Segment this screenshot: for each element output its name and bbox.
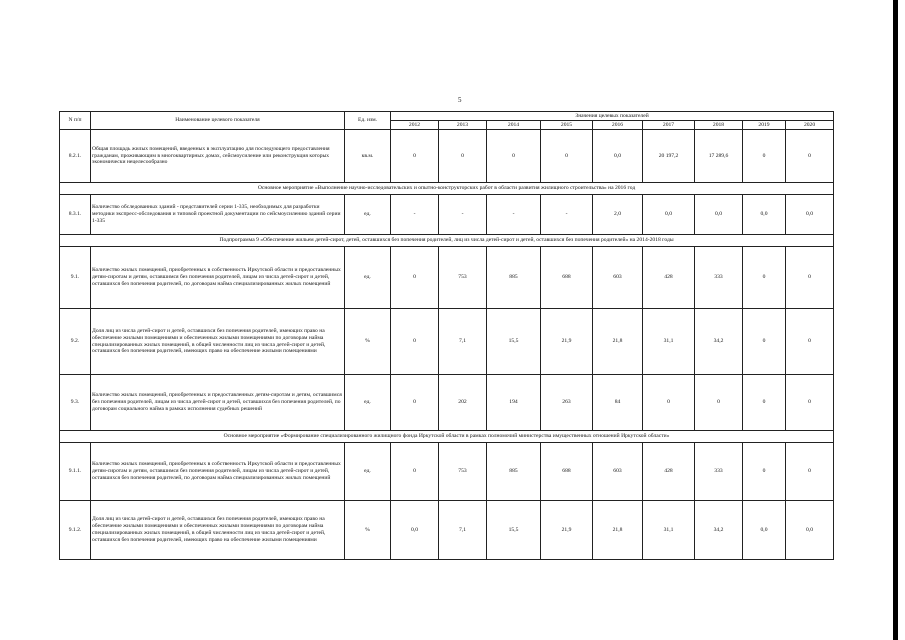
- table-row: [60, 443, 834, 501]
- value-cell: 263: [541, 375, 593, 431]
- header-year: 2017: [643, 121, 695, 130]
- value-cell: 0: [391, 309, 439, 375]
- table-row: [60, 195, 834, 235]
- page-number: 5: [458, 96, 462, 104]
- row-number: 9.1.1.: [60, 443, 91, 501]
- value-cell: 21,8: [593, 309, 643, 375]
- value-cell: 0,0: [695, 195, 743, 235]
- value-cell: 0: [743, 130, 786, 183]
- unit-cell: ед.: [345, 247, 391, 309]
- header-year: 2018: [695, 121, 743, 130]
- value-cell: 428: [643, 443, 695, 501]
- value-cell: 753: [439, 247, 487, 309]
- table-row: [60, 375, 834, 431]
- value-cell: 0,0: [743, 195, 786, 235]
- value-cell: 0: [695, 375, 743, 431]
- unit-cell: кв.м.: [345, 130, 391, 183]
- value-cell: 0: [541, 130, 593, 183]
- value-cell: 0,0: [643, 195, 695, 235]
- value-cell: 688: [541, 247, 593, 309]
- value-cell: 15,5: [487, 309, 541, 375]
- value-cell: 21,9: [541, 501, 593, 560]
- value-cell: 21,9: [541, 309, 593, 375]
- header-name: Наименование целевого показателя: [91, 112, 345, 130]
- table-row: [60, 501, 834, 560]
- value-cell: 194: [487, 375, 541, 431]
- value-cell: 333: [695, 247, 743, 309]
- indicator-name: Доля лиц из числа детей-сирот и детей, оставшихся без попечения родителей, имеющих право на обеспечение жилыми помещениями и обеспеченных жилыми помещениями по договорам найма специализированных жилых помещений, в общей численности лиц из числа детей-сирот и детей, оставшихся без попечения родителей, имеющих право на обеспечение жилыми помещениями: [91, 501, 345, 560]
- value-cell: -: [439, 195, 487, 235]
- value-cell: 0: [786, 375, 834, 431]
- header-year: 2013: [439, 121, 487, 130]
- row-number: 9.2.: [60, 309, 91, 375]
- value-cell: 0,0: [743, 501, 786, 560]
- header-year: 2020: [786, 121, 834, 130]
- section-title: Основное мероприятие «Выполнение научно-исследовательских и опытно-конструкторских работ в области развития жилищного строительства» на 2016 год: [60, 183, 834, 195]
- value-cell: 0: [743, 375, 786, 431]
- value-cell: 333: [695, 443, 743, 501]
- value-cell: 0: [743, 443, 786, 501]
- value-cell: 15,5: [487, 501, 541, 560]
- value-cell: 0: [643, 375, 695, 431]
- header-year: 2019: [743, 121, 786, 130]
- value-cell: 31,1: [643, 309, 695, 375]
- value-cell: 688: [541, 443, 593, 501]
- row-number: 8.3.1.: [60, 195, 91, 235]
- unit-cell: ед.: [345, 195, 391, 235]
- value-cell: -: [541, 195, 593, 235]
- value-cell: 202: [439, 375, 487, 431]
- scan-edge-bar: [893, 0, 898, 640]
- header-num: N п/п: [60, 112, 91, 130]
- value-cell: 753: [439, 443, 487, 501]
- value-cell: 0,0: [786, 501, 834, 560]
- value-cell: 0: [391, 130, 439, 183]
- value-cell: 0: [786, 130, 834, 183]
- value-cell: 0: [391, 247, 439, 309]
- row-number: 9.1.: [60, 247, 91, 309]
- value-cell: 428: [643, 247, 695, 309]
- unit-cell: %: [345, 309, 391, 375]
- row-number: 9.1.2.: [60, 501, 91, 560]
- unit-cell: ед.: [345, 443, 391, 501]
- value-cell: 0: [786, 443, 834, 501]
- value-cell: 7,1: [439, 501, 487, 560]
- section-row: [60, 235, 834, 247]
- value-cell: 603: [593, 443, 643, 501]
- value-cell: 21,8: [593, 501, 643, 560]
- header-year: 2014: [487, 121, 541, 130]
- table-row: [60, 309, 834, 375]
- unit-cell: %: [345, 501, 391, 560]
- section-row: [60, 183, 834, 195]
- value-cell: 0: [391, 443, 439, 501]
- header-year: 2012: [391, 121, 439, 130]
- value-cell: 0: [743, 309, 786, 375]
- value-cell: 31,1: [643, 501, 695, 560]
- value-cell: 20 197,2: [643, 130, 695, 183]
- indicator-name: Количество жилых помещений, приобретенных и предоставленных детям-сиротам и детям, оставшимся без попечения родителей, лицам из числа детей-сирот и детей, оставшихся без попечения родителей, по договорам социального найма в рамках исполнения судебных решений: [91, 375, 345, 431]
- value-cell: -: [391, 195, 439, 235]
- table-row: [60, 247, 834, 309]
- indicator-name: Доля лиц из числа детей-сирот и детей, оставшихся без попечения родителей, имеющих право на обеспечение жилыми помещениями и обеспеченных жилыми помещениями по договорам найма специализированных жилых помещений, в общей численности лиц из числа детей-сирот и детей, оставшихся без попечения родителей, имеющих право на обеспечение жилыми помещениями: [91, 309, 345, 375]
- value-cell: 0: [786, 309, 834, 375]
- row-number: 8.2.1.: [60, 130, 91, 183]
- header-year: 2015: [541, 121, 593, 130]
- indicator-name: Количество жилых помещений, приобретенных в собственность Иркутской области и предоставленных детям-сиротам и детям, оставшимся без попечения родителей, лицам из числа детей-сирот и детей, оставшихся без попечения родителей, по договорам найма специализированных жилых помещений: [91, 443, 345, 501]
- header-values-group: Значения целевых показателей: [391, 112, 834, 121]
- value-cell: 34,2: [695, 501, 743, 560]
- table-row: [60, 130, 834, 183]
- value-cell: 0: [487, 130, 541, 183]
- value-cell: 0: [743, 247, 786, 309]
- value-cell: 0,0: [593, 130, 643, 183]
- indicator-name: Количество обследованных зданий - представителей серии 1-335, необходимых для разработки методики экспресс-обследования и типовой проектной документации по сейсмоусилению зданий серии 1-335: [91, 195, 345, 235]
- header-unit: Ед. изм.: [345, 112, 391, 130]
- section-row: [60, 431, 834, 443]
- value-cell: 17 289,6: [695, 130, 743, 183]
- value-cell: 0,0: [391, 501, 439, 560]
- unit-cell: ед.: [345, 375, 391, 431]
- value-cell: 34,2: [695, 309, 743, 375]
- header-year: 2016: [593, 121, 643, 130]
- value-cell: 7,1: [439, 309, 487, 375]
- value-cell: 84: [593, 375, 643, 431]
- value-cell: 885: [487, 247, 541, 309]
- section-title: Основное мероприятие «Формирование специализированного жилищного фонда Иркутской области в рамках полномочий министерства имущественных отношений Иркутской области»: [60, 431, 834, 443]
- value-cell: 0: [439, 130, 487, 183]
- indicators-table: [59, 111, 834, 560]
- value-cell: 885: [487, 443, 541, 501]
- section-title: Подпрограмма 9 «Обеспечение жильем детей-сирот, детей, оставшихся без попечения родителей, лиц из числа детей-сирот и детей, оставшихся без попечения родителей» на 2014-2018 годы: [60, 235, 834, 247]
- value-cell: 0: [786, 247, 834, 309]
- indicator-name: Общая площадь жилых помещений, введенных в эксплуатацию для последующего предоставления гражданам, проживающим в многоквартирных домах, сейсмоусиление или реконструкция которых экономически нецелесообразно: [91, 130, 345, 183]
- value-cell: 603: [593, 247, 643, 309]
- value-cell: 0: [391, 375, 439, 431]
- value-cell: 2,0: [593, 195, 643, 235]
- row-number: 9.3.: [60, 375, 91, 431]
- indicator-name: Количество жилых помещений, приобретенных в собственность Иркутской области и предоставленных детям-сиротам и детям, оставшимся без попечения родителей, лицам из числа детей-сирот и детей, оставшихся без попечения родителей, по договорам найма специализированных жилых помещений: [91, 247, 345, 309]
- value-cell: -: [487, 195, 541, 235]
- value-cell: 0,0: [786, 195, 834, 235]
